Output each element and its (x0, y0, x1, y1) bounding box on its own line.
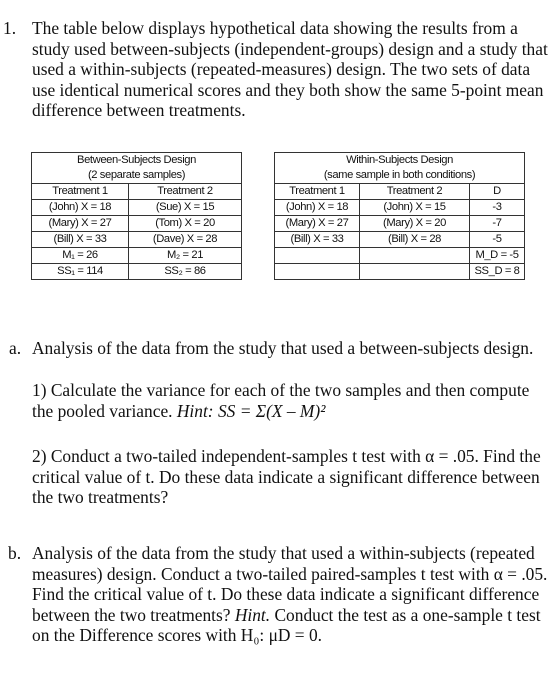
within-title: Within-Subjects Design (275, 153, 525, 169)
table-cell: (Bill) X = 28 (360, 232, 470, 248)
table-cell: (John) X = 18 (32, 200, 129, 216)
table-cell: (John) X = 18 (275, 200, 360, 216)
ss-formula: SS = Σ(X – M)² (217, 400, 326, 421)
table-cell: (Mary) X = 27 (275, 216, 360, 232)
table-cell: M_D = -5 (470, 248, 525, 264)
table-cell (275, 248, 360, 264)
between-subtitle: (2 separate samples) (32, 168, 242, 184)
part-a-label: a. (9, 338, 22, 358)
header-cell: D (470, 184, 525, 200)
header-cell: Treatment 2 (360, 184, 470, 200)
within-subjects-table (274, 152, 525, 280)
question-number: 1. (3, 18, 17, 38)
table-cell: (Dave) X = 28 (129, 232, 242, 248)
part-a-item2: 2) Conduct a two-tailed independent-samples t test with α = .05. Find the critical value of t. Do these data indicate a significant difference between the two treatments? (32, 446, 541, 508)
table-cell: M₁ = 26 (32, 248, 129, 264)
part-b-text (32, 543, 554, 646)
table-cell: (John) X = 15 (360, 200, 470, 216)
table-cell: M₂ = 21 (129, 248, 242, 264)
between-subjects-table (31, 152, 242, 280)
table-cell: (Bill) X = 33 (275, 232, 360, 248)
table-cell (275, 264, 360, 280)
table-cell: (Tom) X = 20 (129, 216, 242, 232)
header-cell: Treatment 2 (129, 184, 242, 200)
table-cell: SS_D = 8 (470, 264, 525, 280)
part-b-hint: Conduct the test as a one-sample t test on the Difference scores with H₀: μD = 0. (32, 604, 541, 646)
table-cell: (Mary) X = 27 (32, 216, 129, 232)
item1-lead: 1) Calculate the variance for each of the two samples and then compute the pooled variance. (32, 380, 530, 421)
within-subtitle: (same sample in both conditions) (275, 168, 525, 184)
table-cell (360, 264, 470, 280)
table-cell (360, 248, 470, 264)
hint-label: Hint: (176, 400, 214, 421)
hint-label: Hint. (234, 604, 271, 625)
header-cell: Treatment 1 (275, 184, 360, 200)
question-intro: The table below displays hypothetical data showing the results from a study used between-subjects (independent-groups) design and a study that used a within-subjects (repeated-measures) design. The two sets of data use identical numerical scores and they both show the same 5-point mean difference between treatments. (32, 18, 548, 121)
table-cell: SS₁ = 114 (32, 264, 129, 280)
part-a-item1 (32, 380, 552, 421)
table-cell: -3 (470, 200, 525, 216)
table-cell: (Bill) X = 33 (32, 232, 129, 248)
part-b-label: b. (8, 543, 22, 563)
header-cell: Treatment 1 (32, 184, 129, 200)
part-b-body: Analysis of the data from the study that used a within-subjects (repeated measures) design. Conduct a two-tailed paired-samples t test with α = .05. Find the critical value of t. Do these data indicate a significant difference between the two treatments? (32, 543, 548, 625)
between-title: Between-Subjects Design (32, 153, 242, 169)
part-a-text: Analysis of the data from the study that used a between-subjects design. (32, 338, 534, 358)
table-cell: (Mary) X = 20 (360, 216, 470, 232)
table-cell: (Sue) X = 15 (129, 200, 242, 216)
table-cell: -5 (470, 232, 525, 248)
table-cell: SS₂ = 86 (129, 264, 242, 280)
table-cell: -7 (470, 216, 525, 232)
